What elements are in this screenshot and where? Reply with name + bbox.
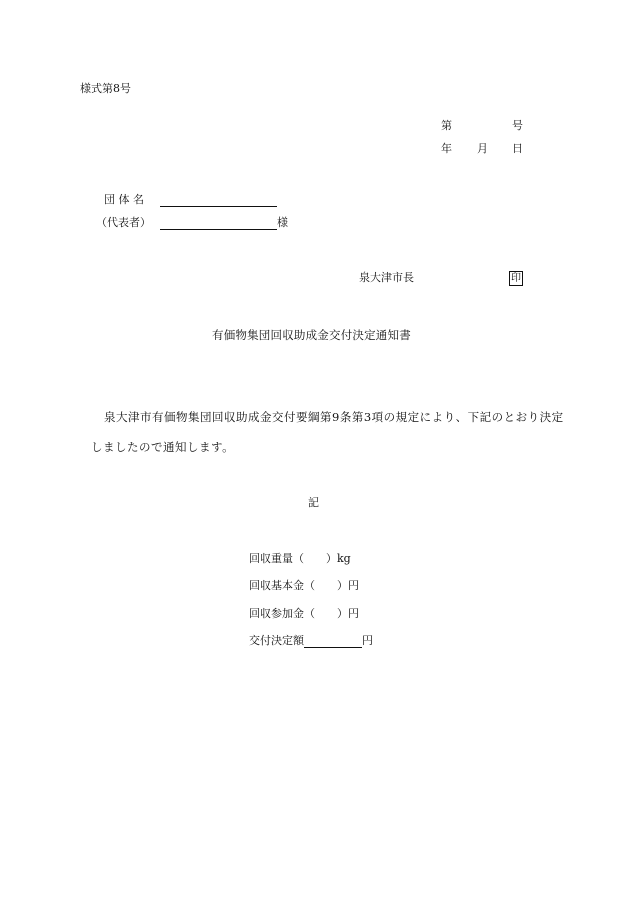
representative-field[interactable] (160, 216, 288, 230)
item-collection-weight: 回収重量（ ）kg (249, 552, 351, 565)
item-participation-amount: 回収参加金（ ）円 (249, 607, 359, 620)
date-year: 年 (441, 142, 452, 155)
total-unit: 円 (362, 634, 373, 647)
representative-label: （代表者） (96, 216, 151, 229)
body-line-2: しましたので通知します。 (91, 440, 235, 454)
date-month: 月 (477, 142, 488, 155)
doc-number-prefix: 第 (441, 119, 452, 132)
total-label: 交付決定額 (249, 634, 304, 647)
issuer-title: 泉大津市長 (359, 271, 414, 284)
seal-mark: 印 (511, 273, 521, 284)
item-basic-amount: 回収基本金（ ）円 (249, 579, 359, 592)
ki-heading: 記 (308, 496, 319, 509)
doc-number-suffix: 号 (512, 119, 523, 132)
document-title: 有価物集団回収助成金交付決定通知書 (212, 328, 411, 342)
total-decision-amount (249, 634, 373, 648)
group-name-label: 団 体 名 (104, 193, 144, 206)
form-number: 様式第8号 (80, 82, 131, 95)
body-line-1: 泉大津市有価物集団回収助成金交付要綱第9条第3項の規定により、下記のとおり決定 (104, 410, 564, 424)
total-amount-field[interactable] (304, 634, 362, 648)
group-name-field[interactable] (160, 193, 277, 207)
honorific: 様 (277, 216, 288, 229)
date-day: 日 (512, 142, 523, 155)
